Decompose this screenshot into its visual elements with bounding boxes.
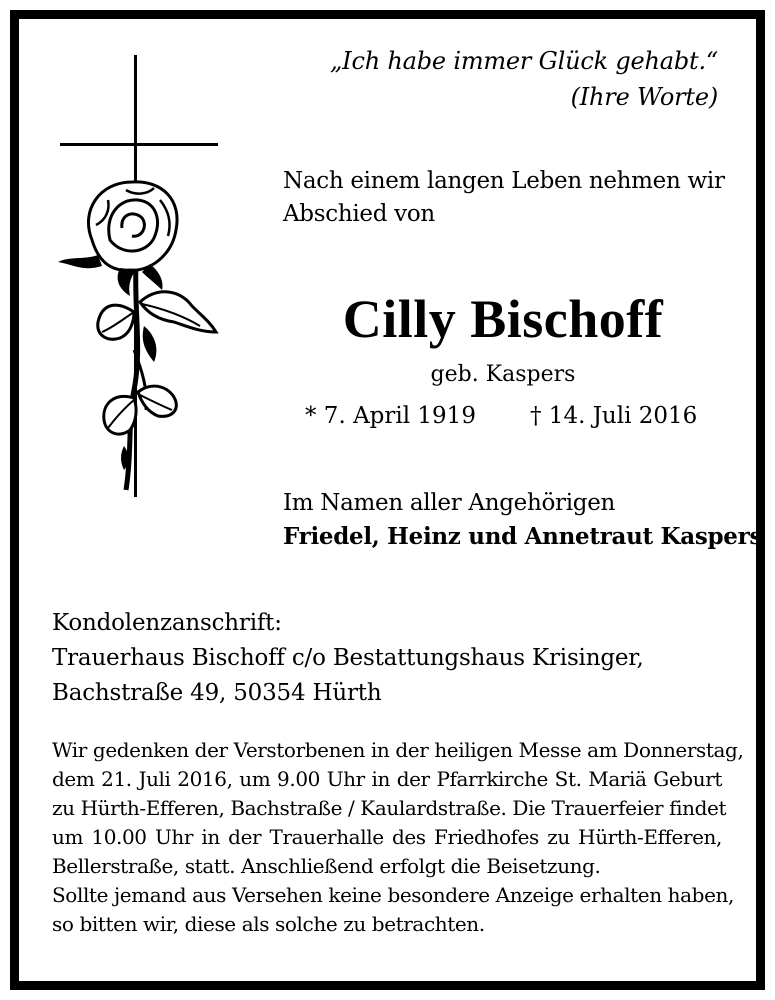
death-date: † 14. Juli 2016	[530, 403, 698, 429]
service-text-line: so bitten wir, diese als solche zu betrachten.	[52, 912, 485, 936]
birth-date: * 7. April 1919	[305, 403, 476, 429]
quote-line-1: „Ich habe immer Glück gehabt.“	[329, 47, 718, 75]
deceased-name: Cilly Bischoff	[342, 289, 664, 349]
service-text-line: Sollte jemand aus Versehen keine besondere Anzeige erhalten haben,	[52, 883, 734, 907]
maiden-name: geb. Kaspers	[430, 362, 576, 387]
condolence-label: Kondolenzanschrift:	[52, 610, 282, 636]
service-text-line: um 10.00 Uhr in der Trauerhalle des Friedhofes zu Hürth-Efferen,	[52, 825, 722, 849]
intro-line-1: Nach einem langen Leben nehmen wir	[283, 168, 725, 194]
family-intro: Im Namen aller Angehörigen	[283, 490, 616, 516]
service-text-line: Bellerstraße, statt. Anschließend erfolgt die Beisetzung.	[52, 854, 601, 878]
quote-attribution: (Ihre Worte)	[570, 83, 718, 111]
service-text-line: Wir gedenken der Verstorbenen in der heiligen Messe am Donnerstag,	[52, 738, 744, 762]
cross-with-rose-icon	[50, 50, 222, 510]
service-text-line: dem 21. Juli 2016, um 9.00 Uhr in der Pfarrkirche St. Mariä Geburt	[52, 767, 722, 791]
intro-line-2: Abschied von	[283, 201, 435, 227]
condolence-address-line-2: Bachstraße 49, 50354 Hürth	[52, 680, 382, 706]
service-text-line: zu Hürth-Efferen, Bachstraße / Kaulardstraße. Die Trauerfeier findet	[52, 796, 727, 820]
family-names: Friedel, Heinz und Annetraut Kaspers	[283, 523, 763, 550]
condolence-address-line-1: Trauerhaus Bischoff c/o Bestattungshaus Krisinger,	[52, 645, 644, 671]
